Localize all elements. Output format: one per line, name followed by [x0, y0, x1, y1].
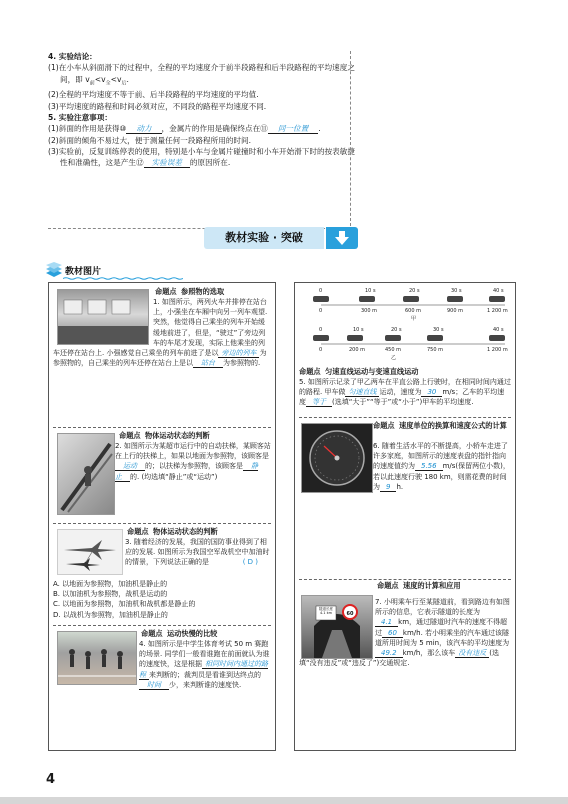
notes-heading: 5. 实验注意事项： [48, 113, 112, 122]
card-4-text: 4. 如图所示是中学生体育考试 50 m 赛跑的场景. 同学们一般看谁跑在前面就认为谁的速度快，这是根据 相同时间内通过的路程 来判断的；裁判员是看谁到达终点的时间 少，来判断谁的速度快. [139, 640, 270, 689]
left-column [48, 282, 276, 751]
section-banner [204, 227, 364, 249]
right-column [294, 282, 516, 751]
conclusions-heading: 4. 实验结论： [48, 52, 97, 61]
card-7-answer-3: 49.2 [375, 649, 403, 658]
arrow-down-icon [326, 227, 358, 249]
note-2: (2)斜面的倾角不易过大，便于测量任何一段路程所用的时间. [48, 135, 252, 145]
card-5-answer-1: 匀速直线 [345, 388, 379, 397]
page-number: 4 [46, 772, 56, 787]
card-7-answer-2: 60 [382, 629, 403, 638]
wave-underline [63, 277, 183, 280]
card-7-answer-1: 4.1 [375, 618, 398, 627]
card-2-answer-1: 运动 [115, 462, 145, 471]
conclusion-2: (2)全程的平均速度不等于前、后半段路程的平均速度的平均值. [48, 90, 259, 100]
time-label-b: 0 [319, 327, 323, 333]
card-7-answer-4: 没有违反 [455, 649, 489, 658]
option-b: B. 以加油机为参照物，战机是运动的 [53, 590, 168, 599]
card-5-header: 命题点 匀速直线运动与变速直线运动 [299, 367, 419, 376]
time-label-b: 20 s [391, 327, 402, 333]
option-d: D. 以战机为参照物，加油机是静止的 [53, 610, 168, 619]
card-3-answer: ( D ) [242, 558, 258, 567]
card-1-header: 命题点 参照物的选取 [155, 287, 225, 296]
answer-11: 同一位置 [268, 124, 318, 134]
tunnel-sign-text: 隧道长度 4.1 km [319, 607, 333, 615]
card-2-text: 2. 如图所示为某超市运行中的自动扶梯，某顾客站在上行的扶梯上，如果以地面为参照物，该顾客是运动 的；以扶梯为参照物，该顾客是 静止 的. (均选填“静止”或“运动”) [115, 442, 271, 481]
divider [299, 417, 511, 418]
experiment-summary [48, 51, 355, 230]
card-7-header: 命题点 速度的计算和应用 [377, 581, 461, 590]
time-label-a: 10 s [365, 288, 376, 294]
divider [53, 523, 271, 524]
answer-10: 动力 [126, 124, 161, 134]
divider [53, 625, 271, 626]
distance-label-a: 0 [319, 308, 323, 314]
time-label-a: 40 s [493, 288, 504, 294]
distance-label-a: 900 m [447, 308, 464, 314]
card-7-text: 7. 小明乘车行至某隧道前，看到路边有如图所示的信息，它表示隧道的长度为4.1 km，通过隧道时汽车的速度不得超过 60 km/h. 若小明乘坐的汽车通过该隧道所用时间为 5 min，该汽车的平均速度为49.2 km/h，那么该车 没有违反 (选填“没有违反”或“违反了”)交通规定. [299, 598, 510, 668]
banner-title: 教材实验 · 突破 [204, 227, 324, 249]
card-5-text: 5. 如图所示记录了甲乙两车在平直公路上行驶时，在相同时间内通过的路程. 甲车做 匀速直线 运动，速度为 30 m/s；乙车的平均速度 等于 (选填“大于”“等于”或“小于”)甲车的平均速度. [299, 378, 511, 407]
time-label-b: 40 s [493, 327, 504, 333]
card-2-header: 命题点 物体运动状态的判断 [119, 431, 210, 440]
card-3-options [53, 579, 271, 620]
book-stack-icon [45, 262, 63, 278]
card-6-answer-2: 9 [380, 483, 396, 492]
option-a: A. 以地面为参照物，加油机是静止的 [53, 580, 168, 588]
conclusion-3: (3)平均速度的路程和时间必须对应，不同段的路程平均速度不同. [48, 101, 267, 111]
card-1-text: 1. 如图所示，两列火车并排停在站台上，小强坐在车厢中向另一列车观望. 突然，他觉得自己乘坐的列车开始缓缓地前进了，但是，“驶过”了旁边列车的车尾才发现，实际上他乘坐的列车还停在站台上. 小强感觉自己乘坐的列车前进了是以 旁边的列车 为参照物的，自己乘坐的列车还停在站台上是以 站台 为参照物的. [53, 298, 268, 368]
card-6-text: 6. 随着生活水平的不断提高，小轿车走进了许多家庭，如图所示的速度表盘的指针指向的速度值约为 5.56 m/s(保留两位小数)，若以此速度行驶 180 km，则需花费的时间为 9 h. [373, 442, 510, 491]
time-label-a: 20 s [409, 288, 420, 294]
card-4-answer-1: 相同时间内通过的路程 [139, 660, 268, 679]
card-5-answer-3: 等于 [306, 398, 332, 407]
time-label-b: 10 s [353, 327, 364, 333]
dashed-border-right [350, 51, 351, 226]
distance-label-a: 300 m [361, 308, 378, 314]
card-6-header: 命题点 速度单位的换算和速度公式的计算 [373, 421, 507, 430]
distance-label-b: 1 200 m [487, 347, 508, 353]
distance-label-a: 1 200 m [487, 308, 508, 314]
option-c: C. 以地面为参照物，加油机和战机都是静止的 [53, 600, 196, 609]
car-motion-diagram [299, 285, 511, 375]
cars-row-b [313, 335, 505, 341]
distance-label-a: 600 m [405, 308, 422, 314]
distance-label-b: 200 m [349, 347, 366, 353]
conclusion-1: (1)在小车从斜面滑下的过程中，全程的平均速度介于前半段路程和后半段路程的平均速度之间，即 $v_前<v_全<v_后$. [48, 63, 355, 87]
time-label-a: 0 [319, 288, 323, 294]
distance-label-b: 450 m [385, 347, 402, 353]
card-1-answer-2: 站台 [193, 359, 223, 368]
card-1-answer-1: 旁边的列车 [218, 349, 259, 358]
car-a-label: 甲 [411, 316, 417, 322]
answer-12: 实验误差 [144, 158, 190, 168]
time-label-a: 30 s [451, 288, 462, 294]
divider [53, 427, 271, 428]
card-3-text: 3. 随着经济的发展，我国的国防事业得到了相应的发展. 如图所示为我国空军战机空中加油时的情景，下列说法正确的是 ( D ) [125, 538, 270, 567]
card-2-answer-2: 静止 [115, 462, 258, 481]
note-1: (1)斜面的作用是获得⑩ 动力 ，金属片的作用是确保终点在⑪ 同一位置 . [48, 124, 321, 134]
speed-limit-sign-value: 60 [346, 611, 354, 617]
time-label-b: 30 s [433, 327, 444, 333]
card-3-header: 命题点 物体运动状态的判断 [127, 527, 218, 536]
card-6-answer-1: 5.56 [415, 462, 443, 471]
divider [299, 579, 511, 580]
cars-row-a [313, 296, 505, 302]
card-4-answer-2: 时间 [139, 681, 169, 690]
card-5-answer-2: 30 [421, 388, 442, 397]
car-b-label: 乙 [391, 355, 397, 361]
workbook-page: 4. 实验结论： (1)在小车从斜面滑下的过程中，全程的平均速度介于前半段路程和后半段路程的平均速度之间，即 $v_前<v_全<v_后$. (2)全程的平均速度不等于前、后半段路程的平均速度的平均值. (3)平均速度的路程和时间必须对应，不同段的路程平均速度不同. 5. 实验注意事项： (1)斜面的作用是获得⑩ 动力 ，金属片的作用是确保终点在⑪ 同一位置 . (2)斜面的倾角不易过大，便于测量任何一段路程所用的时间. (3)实验前，反复训练停表的使用，特别是小车与金属片碰撞时和小车开始滑下时的按表敏捷性和准确性，这是产生⑫ 实验误差 的原因所在. 教材实验 · 突破 教材图片 命题点 参照物的选取 1. 如图所示，两列火车并排停在站台上，小强坐在车厢中向另一列车观望. 突然，他觉得自己乘坐的列车开始缓缓地前进了，但是，“驶过”了旁边列车的车尾才发现，实际上他乘坐的列车还停在站台上. 小强感觉自己乘坐的列车前进了是以 旁边的列车 为参照物的，自己乘坐的列车还停在站台上是以 站台 为参照物的. 命题点 物体运动状态的判断 2. 如图所示为某超市运行中的自动扶梯，某顾客站在上行的扶梯上，如果以地面为参照物，该顾客是运动 的；以扶梯为参照物，该顾客是 静止 的. (均选填“静止”或“运动”) 命题点 物体运动状态的判断 3. 随着经济的发展，我国的国防事业得到了相应的发展. 如图所示为我国空军战机空中加油时的情景，下列说法正确的是 ( D ) A. 以地面为参照物，加油机是静止的 B. 以加油机为参照物，战机是运动的 C. 以地面为参照物，加油机和战机都是静止的 D. 以战机为参照物，加油机是静止的 命题点 运动快慢的比较 4. 如图所示是中学生体育考试 50 m 赛跑的场景. 同学们一般看谁跑在前面就认为谁的速度快，这是根据 相同时间内通过的路程 来判断的；裁判员是看谁到达终点的时间 少，来判断谁的速度快. 0 10 s 20 s 30 s 40 s 0 300 m 600 m 900 m 1 200 m 甲 0 10 s 20 s 30 s 40 s 0 200 m 450 m 750 m 1 200 m 乙 命题点 匀速直线运动与变速直线运动 5. 如图所示记录了甲乙两车在平直公路上行驶时，在相同时间内通过的路程. 甲车做 匀速直线 运动，速度为 30 m/s；乙车的平均速度 等于 (选填“大于”“等于”或“小于”)甲车的平均速度. 命题点 速度单位的换算和速度公式的计算 6. 随着生活水平的不断提高，小轿车走进了许多家庭，如图所示的速度表盘的指针指向的速度值约为 5.56 m/s(保留两位小数)，若以此速度行驶 180 km，则需花费的时间为 9 h. 隧道长度 4.1 km 60 命题点 速度的计算和应用 7. 小明乘车行至某隧道前，看到路边有如图所示的信息，它表示隧道的长度为4.1 km，通过隧道时汽车的速度不得超过 60 km/h. 若小明乘坐的汽车通过该隧道所用时间为 5 min，该汽车的平均速度为49.2 km/h，那么该车 没有违反 (选填“没有违反”或“违反了”)交通规定. 4 [0, 0, 568, 804]
note-3: (3)实验前，反复训练停表的使用，特别是小车与金属片碰撞时和小车开始滑下时的按表敏捷性和准确性，这是产生⑫ 实验误差 的原因所在. [48, 146, 355, 168]
distance-label-b: 750 m [427, 347, 444, 353]
card-4-header: 命题点 运动快慢的比较 [141, 629, 218, 638]
footer-bar [0, 797, 568, 804]
distance-label-b: 0 [319, 347, 323, 353]
